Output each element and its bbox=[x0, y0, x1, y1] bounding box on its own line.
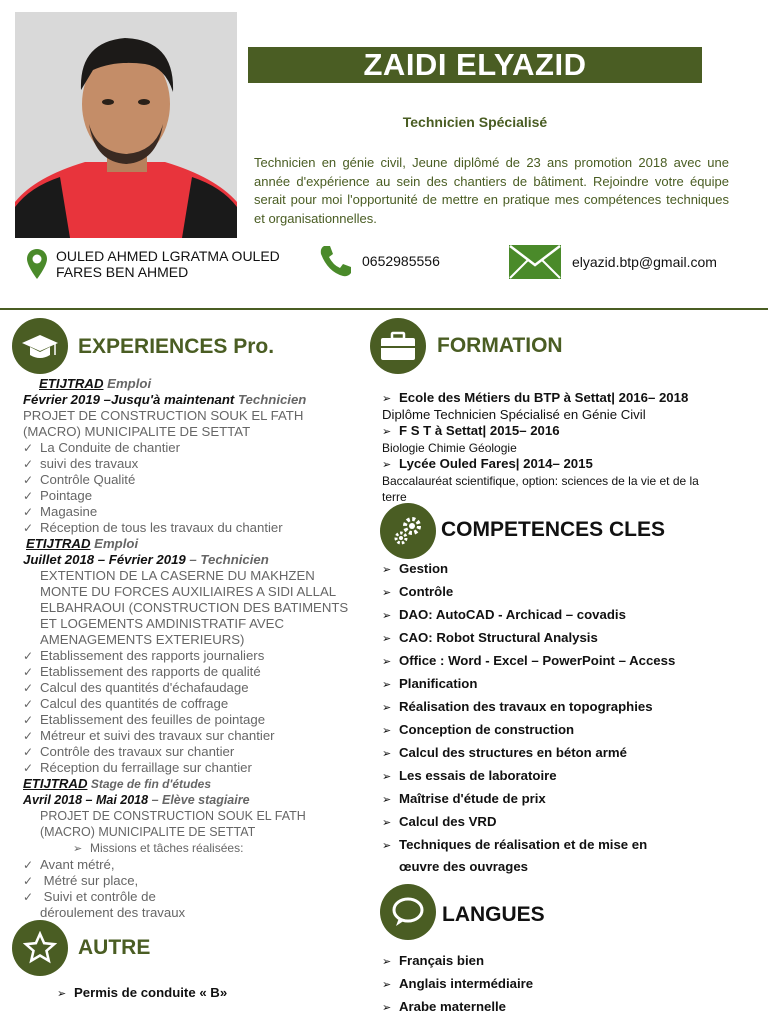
job1-task: ✓ Pointage bbox=[23, 488, 363, 504]
briefcase-icon bbox=[370, 318, 426, 374]
competence-item: ➢ Planification bbox=[382, 672, 675, 695]
header-divider bbox=[0, 308, 768, 310]
competence-item: ➢ Calcul des structures en béton armé bbox=[382, 741, 675, 764]
job3-project: PROJET DE CONSTRUCTION SOUK EL FATH bbox=[40, 809, 306, 823]
formation-title: FORMATION bbox=[437, 334, 563, 357]
job3-task: ✓ Avant métré, bbox=[23, 857, 363, 873]
envelope-icon bbox=[508, 244, 562, 280]
job2-header: ETIJTRAD Emploi bbox=[26, 536, 139, 551]
job2-project: ET LOGEMENTS AMDINISTRATIF AVEC bbox=[40, 616, 285, 631]
job2-task: ✓ Contrôle des travaux sur chantier bbox=[23, 744, 363, 760]
address-line-2: FARES BEN AHMED bbox=[56, 264, 189, 280]
job2-task: ✓ Etablissement des feuilles de pointage bbox=[23, 712, 363, 728]
langue-item: ➢ Français bien bbox=[382, 949, 533, 972]
competence-item: ➢ Conception de construction bbox=[382, 718, 675, 741]
langue-item: ➢ Arabe maternelle bbox=[382, 995, 533, 1018]
job2-task: ✓ Etablissement des rapports de qualité bbox=[23, 664, 363, 680]
job2-task: ✓ Métreur et suivi des travaux sur chantier bbox=[23, 728, 363, 744]
job2-project: MONTE DU FORCES AUXILIAIRES A SIDI ALLAL bbox=[40, 584, 337, 599]
job1-task: ✓ Contrôle Qualité bbox=[23, 472, 363, 488]
job2-project: ELBAHRAOUI (CONSTRUCTION DES BATIMENTS bbox=[40, 600, 349, 615]
formation-detail: Diplôme Technicien Spécialisé en Génie Civil bbox=[382, 407, 646, 422]
formation-school: ➢ F S T à Settat| 2015– 2016 bbox=[382, 423, 742, 440]
star-icon bbox=[12, 920, 68, 976]
autre-title: AUTRE bbox=[78, 936, 151, 959]
profile-summary: Technicien en génie civil, Jeune diplômé de 23 ans promotion 2018 avec une année d'expérience au sein des chantiers de bâtiment. Rejoindre votre équipe serait pour moi l'opportunité de mettre en pratique mes compétences techniques et organisationnelles. bbox=[254, 155, 729, 226]
job2-task: ✓ Réception du ferraillage sur chantier bbox=[23, 760, 363, 776]
competence-item: ➢ Contrôle bbox=[382, 580, 675, 603]
contact-address bbox=[26, 248, 316, 280]
formation-detail: terre bbox=[382, 490, 407, 504]
langues-list bbox=[382, 949, 533, 1018]
competences-title: COMPETENCES CLES bbox=[441, 518, 666, 541]
job1-header: ETIJTRAD Emploi bbox=[39, 376, 152, 391]
formation-school: ➢ Ecole des Métiers du BTP à Settat| 2016– 2018 bbox=[382, 390, 742, 407]
job1-task: ✓ Réception de tous les travaux du chantier bbox=[23, 520, 363, 536]
phone-icon bbox=[318, 244, 354, 278]
competence-item: ➢ Maîtrise d'étude de prix bbox=[382, 787, 675, 810]
formation-school: ➢ Lycée Ouled Fares| 2014– 2015 bbox=[382, 456, 742, 473]
competence-item: ➢ Gestion bbox=[382, 557, 675, 580]
contact-phone bbox=[318, 244, 440, 278]
experiences-list bbox=[23, 376, 363, 921]
competence-item: ➢ CAO: Robot Structural Analysis bbox=[382, 626, 675, 649]
job-title: Technicien Spécialisé bbox=[402, 114, 548, 130]
name-banner: ZAIDI ELYAZID bbox=[248, 47, 702, 83]
competence-item: ➢ Réalisation des travaux en topographies bbox=[382, 695, 675, 718]
job2-dates: Juillet 2018 – Février 2019 – Technicien bbox=[23, 552, 269, 567]
job2-task: ✓ Calcul des quantités de coffrage bbox=[23, 696, 363, 712]
competence-item: ➢ Office : Word - Excel – PowerPoint – Access bbox=[382, 649, 675, 672]
autre-list bbox=[57, 981, 227, 1004]
job2-task: ✓ Etablissement des rapports journaliers bbox=[23, 648, 363, 664]
email-address[interactable]: elyazid.btp@gmail.com bbox=[572, 254, 717, 270]
phone-number[interactable]: 0652985556 bbox=[362, 253, 440, 269]
job2-task: ✓ Calcul des quantités d'échafaudage bbox=[23, 680, 363, 696]
job1-project: PROJET DE CONSTRUCTION SOUK EL FATH bbox=[23, 408, 304, 423]
formation-list bbox=[382, 390, 742, 505]
job1-dates: Février 2019 –Jusqu'à maintenant Technicien bbox=[23, 392, 307, 407]
speech-bubble-icon bbox=[380, 884, 436, 940]
graduation-cap-icon bbox=[12, 318, 68, 374]
job3-task-cont: déroulement des travaux bbox=[40, 905, 186, 920]
job3-dates: Avril 2018 – Mai 2018 – Elève stagiaire bbox=[23, 793, 250, 807]
job1-task: ✓ suivi des travaux bbox=[23, 456, 363, 472]
competence-item: ➢ Calcul des VRD bbox=[382, 810, 675, 833]
langue-item: ➢ Anglais intermédiaire bbox=[382, 972, 533, 995]
gears-icon bbox=[380, 503, 436, 559]
job3-task: ✓ Suivi et contrôle de bbox=[23, 889, 363, 905]
formation-detail: Baccalauréat scientifique, option: sciences de la vie et de la bbox=[382, 474, 699, 488]
job3-header: ETIJTRAD Stage de fin d'études bbox=[23, 776, 212, 791]
formation-detail: Biologie Chimie Géologie bbox=[382, 441, 517, 455]
competence-item: ➢ Techniques de réalisation et de mise en bbox=[382, 833, 675, 856]
job1-task: ✓ La Conduite de chantier bbox=[23, 440, 363, 456]
langues-title: LANGUES bbox=[442, 903, 545, 926]
competences-list bbox=[382, 557, 675, 877]
profile-photo bbox=[15, 12, 237, 238]
location-pin-icon bbox=[26, 248, 48, 280]
contact-email bbox=[508, 244, 717, 280]
job3-missions: ➢ Missions et tâches réalisées: bbox=[23, 840, 363, 857]
competence-item: ➢ DAO: AutoCAD - Archicad – covadis bbox=[382, 603, 675, 626]
competence-item: ➢ Les essais de laboratoire bbox=[382, 764, 675, 787]
address-line-1: OULED AHMED LGRATMA OULED bbox=[56, 248, 280, 264]
competence-item-cont: œuvre des ouvrages bbox=[399, 859, 528, 874]
job1-project: (MACRO) MUNICIPALITE DE SETTAT bbox=[23, 424, 251, 439]
experiences-title: EXPERIENCES Pro. bbox=[78, 335, 275, 358]
autre-item: ➢ Permis de conduite « B» bbox=[57, 981, 227, 1004]
job3-task: ✓ Métré sur place, bbox=[23, 873, 363, 889]
job2-project: AMENAGEMENTS EXTERIEURS) bbox=[40, 632, 245, 647]
job2-project: EXTENTION DE LA CASERNE DU MAKHZEN bbox=[40, 568, 315, 583]
portrait-image bbox=[15, 12, 237, 238]
job3-project: (MACRO) MUNICIPALITE DE SETTAT bbox=[40, 825, 256, 839]
job1-task: ✓ Magasine bbox=[23, 504, 363, 520]
